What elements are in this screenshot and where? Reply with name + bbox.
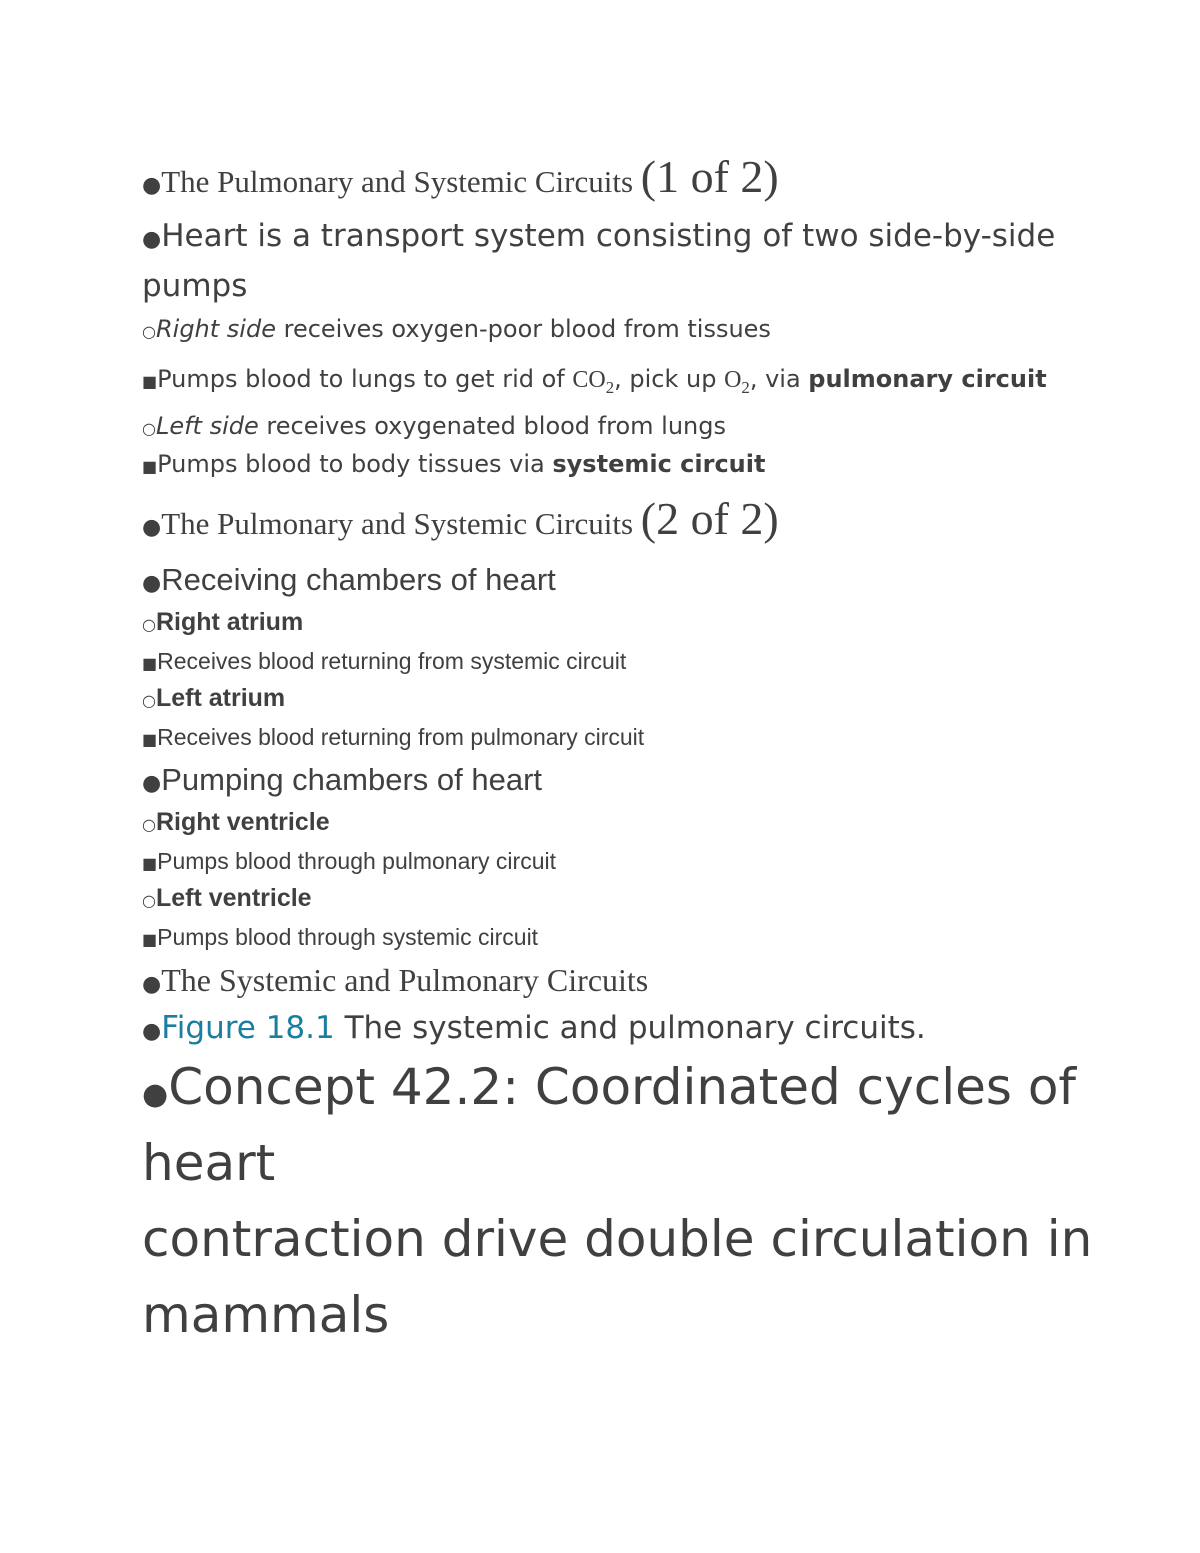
sub-line-right-ventricle [142, 808, 330, 837]
square-bullet: ■ [142, 930, 158, 949]
line-text: Receives blood returning from pulmonary circuit [157, 724, 645, 750]
line-text: , pick up [614, 365, 725, 393]
line-text: , via [749, 365, 809, 393]
disc-bullet: ● [142, 571, 162, 596]
square-bullet: ■ [142, 854, 158, 873]
square-bullet: ■ [142, 372, 158, 391]
concept-heading-line1 [142, 1058, 1076, 1116]
circle-bullet: ○ [142, 419, 156, 438]
line-text: Pumps blood through systemic circuit [157, 924, 539, 950]
line-text: Pumps blood through pulmonary circuit [157, 848, 556, 874]
co2-sub: 2 [605, 377, 615, 397]
bullet-line-heart-transport [142, 218, 1055, 254]
bullet-line-pumping [142, 762, 542, 798]
subsub-line-pumps-lungs [142, 365, 1047, 398]
square-bullet: ■ [142, 654, 158, 673]
line-text: heart [142, 1134, 276, 1192]
line-text: Pumping chambers of heart [161, 762, 543, 797]
line-text: Pumps blood to lungs to get rid of [157, 365, 573, 393]
heading-paren: (1 of 2) [640, 151, 779, 202]
sub-line-left-side [142, 412, 726, 440]
sub-line-left-atrium [142, 684, 285, 713]
disc-bullet: ● [142, 1077, 169, 1112]
emphasis-text: Right side [155, 315, 276, 343]
emphasis-text: Left side [155, 412, 259, 440]
line-text: pumps [142, 268, 248, 304]
line-text: Right ventricle [155, 808, 330, 836]
subsub-line-pumps-pulmonary [142, 848, 556, 875]
line-text: Left ventricle [155, 884, 312, 912]
bold-text: pulmonary circuit [808, 365, 1047, 393]
subsub-line-receives-pulmonary [142, 724, 644, 751]
disc-bullet: ● [142, 173, 162, 198]
disc-bullet: ● [142, 771, 162, 796]
square-bullet: ■ [142, 730, 158, 749]
bullet-line-receiving [142, 562, 556, 598]
line-text: Right atrium [155, 608, 304, 636]
line-text: Pumps blood to body tissues via [157, 450, 553, 478]
concept-heading-line2 [142, 1134, 275, 1192]
heading-paren: (2 of 2) [640, 493, 779, 544]
subsub-line-receives-systemic [142, 648, 626, 675]
section-heading-1 [142, 150, 779, 203]
heading-text: The Systemic and Pulmonary Circuits [161, 962, 649, 998]
line-text: receives oxygenated blood from lungs [258, 412, 726, 440]
concept-heading-line3 [142, 1210, 1092, 1268]
bold-text: systemic circuit [552, 450, 766, 478]
figure-label: Figure 18.1 [161, 1010, 335, 1046]
subsub-line-pumps-systemic [142, 924, 538, 951]
line-text: Concept 42.2: Coordinated cycles of [168, 1058, 1077, 1116]
disc-bullet: ● [142, 227, 162, 252]
circle-bullet: ○ [142, 891, 156, 910]
line-text: contraction drive double circulation in [142, 1210, 1093, 1268]
bullet-line-continuation [142, 268, 247, 304]
concept-heading-line4 [142, 1286, 389, 1344]
sub-line-right-atrium [142, 608, 303, 637]
disc-bullet: ● [142, 972, 162, 997]
line-text: Heart is a transport system consisting of two side-by-side [161, 218, 1056, 254]
line-text: receives oxygen-poor blood from tissues [275, 315, 771, 343]
section-heading-2 [142, 492, 779, 545]
line-text: Receiving chambers of heart [161, 562, 556, 597]
o2-text: O [724, 367, 742, 393]
o2-sub: 2 [741, 377, 750, 397]
line-text: The systemic and pulmonary circuits. [334, 1010, 926, 1046]
heading-text: The Pulmonary and Systemic Circuits [161, 506, 634, 541]
co2-text: CO [572, 367, 606, 393]
square-bullet: ■ [142, 457, 158, 476]
figure-caption-line [142, 1010, 926, 1046]
line-text: Receives blood returning from systemic circuit [157, 648, 627, 674]
sub-line-right-side [142, 315, 771, 343]
line-text: Left atrium [155, 684, 286, 712]
disc-bullet: ● [142, 1019, 162, 1044]
circle-bullet: ○ [142, 615, 156, 634]
subsub-line-pumps-body [142, 450, 765, 478]
heading-text: The Pulmonary and Systemic Circuits [161, 164, 634, 199]
circle-bullet: ○ [142, 691, 156, 710]
sub-line-left-ventricle [142, 884, 312, 913]
circle-bullet: ○ [142, 322, 156, 341]
disc-bullet: ● [142, 515, 162, 540]
circle-bullet: ○ [142, 815, 156, 834]
section-heading-3 [142, 962, 648, 999]
line-text: mammals [142, 1286, 390, 1344]
